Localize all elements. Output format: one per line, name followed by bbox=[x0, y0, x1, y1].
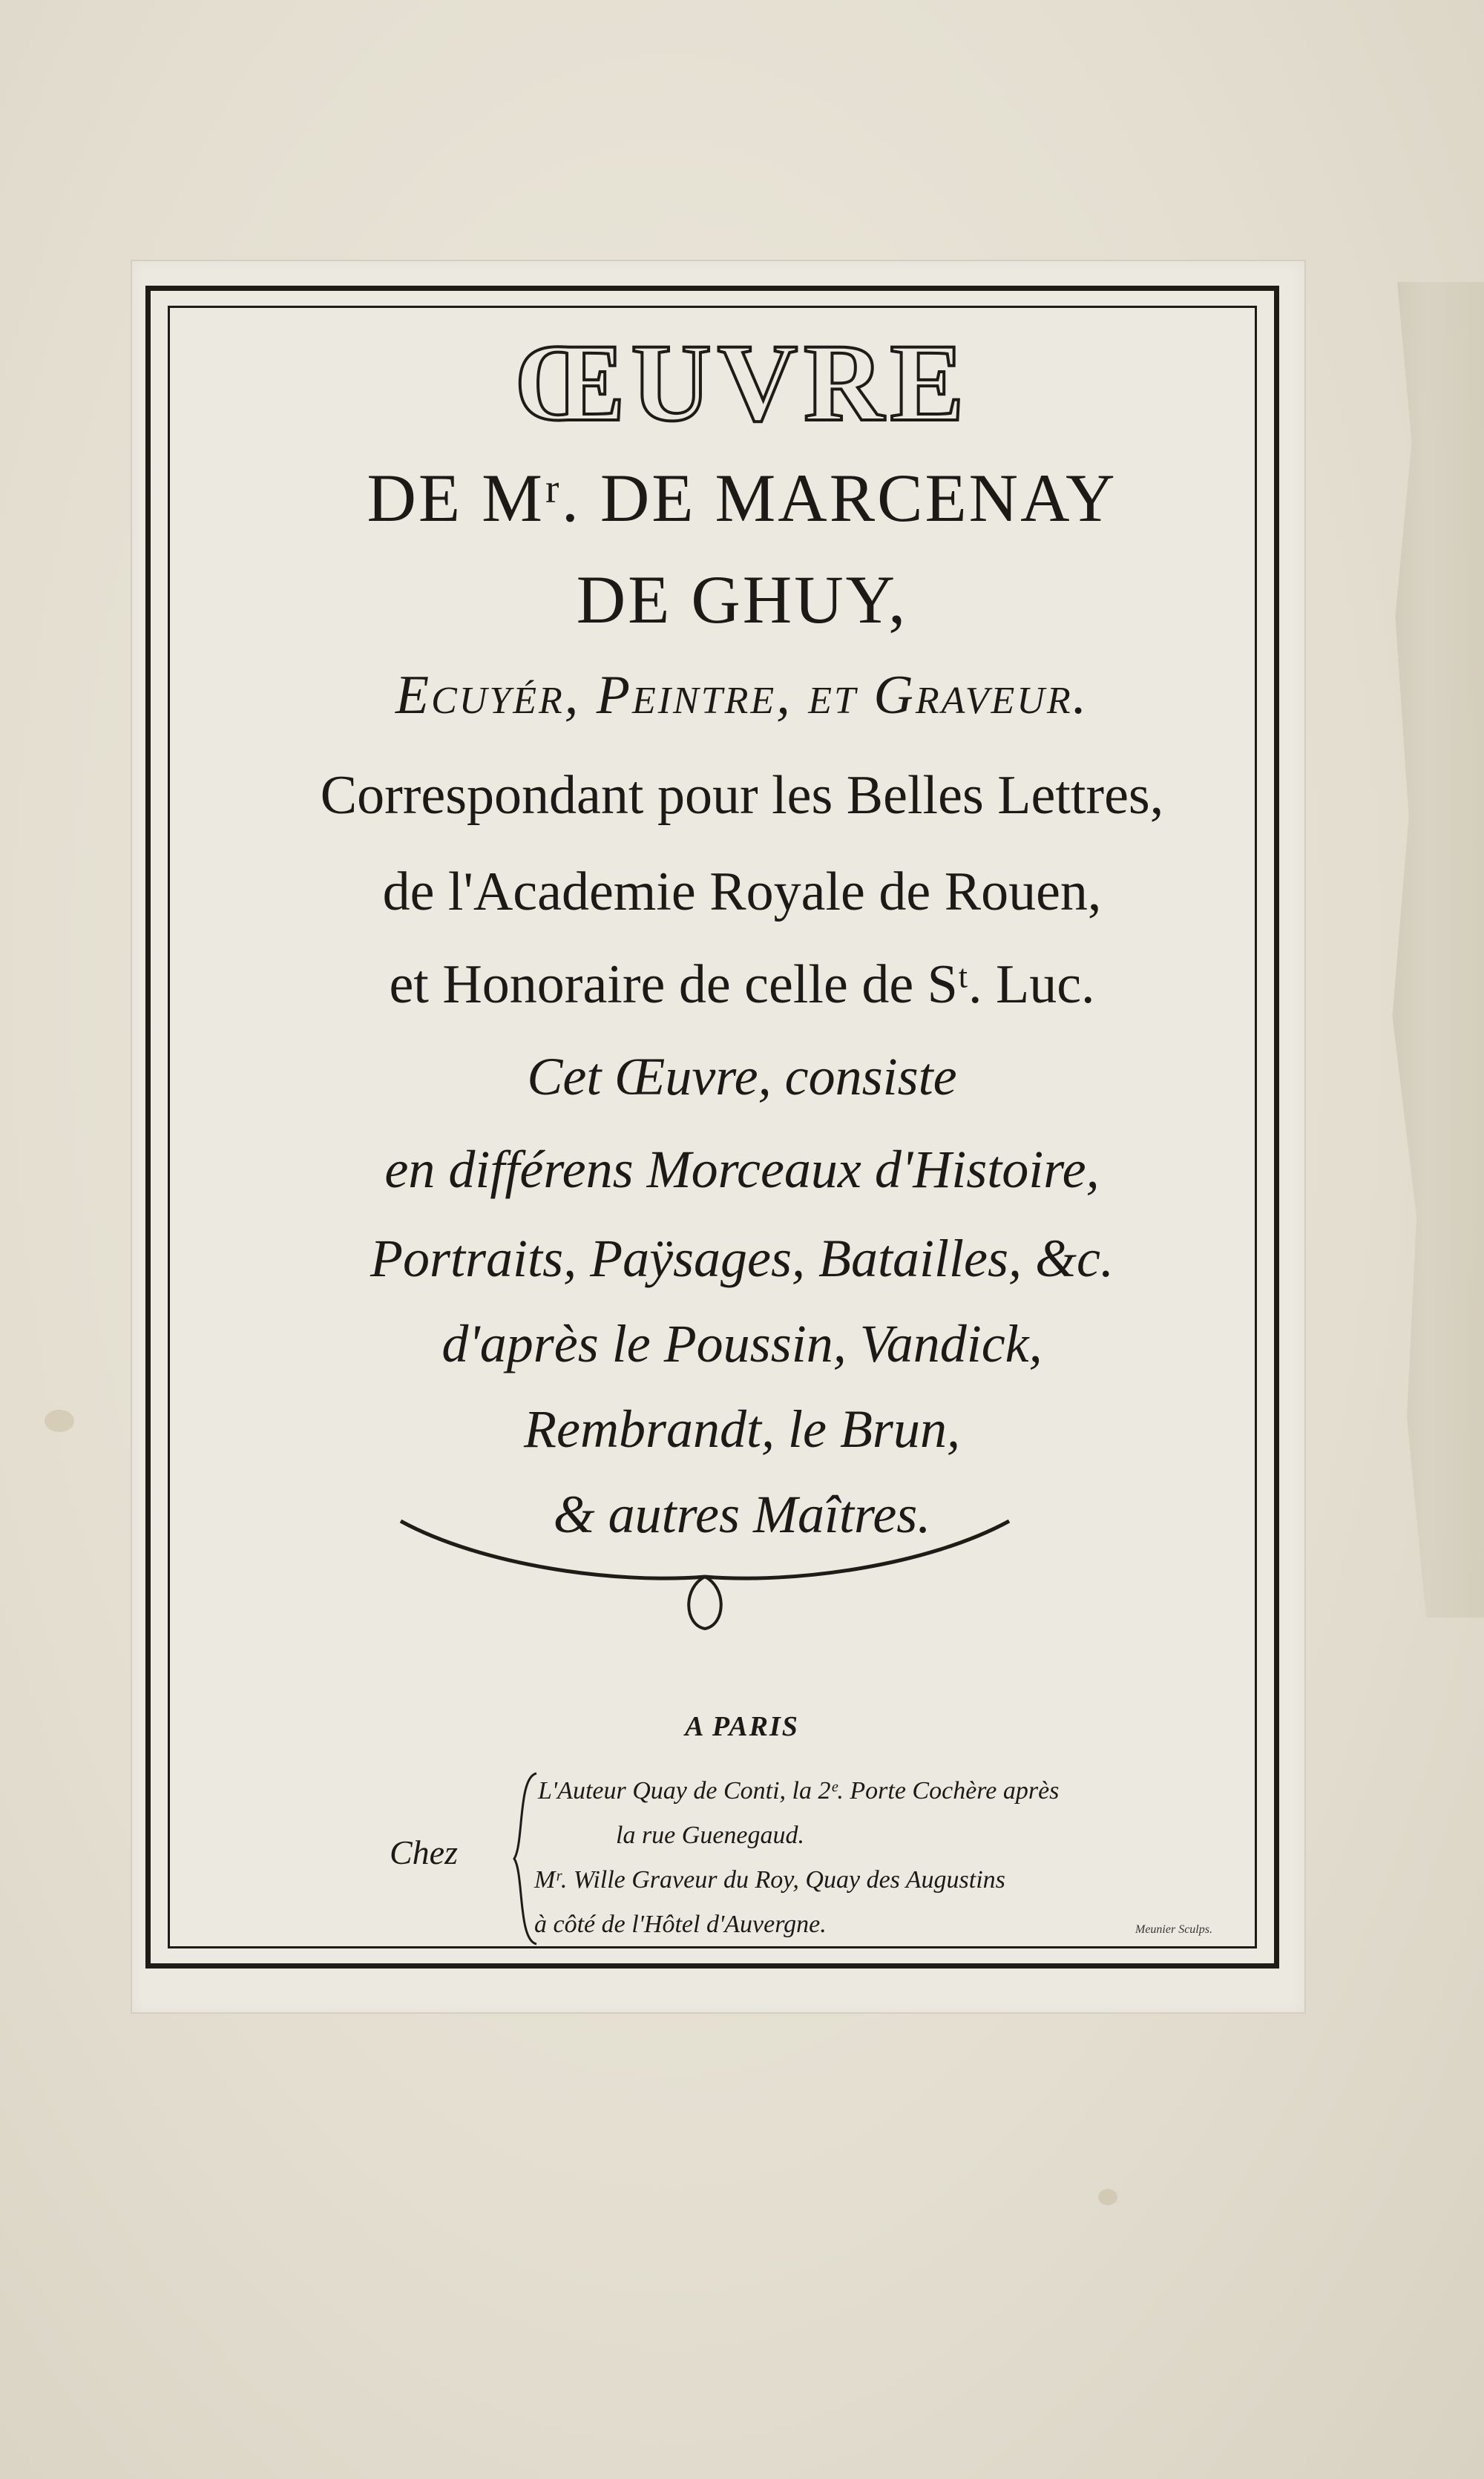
description-line: Cet Œuvre, consiste bbox=[527, 1047, 957, 1106]
inner-border bbox=[168, 306, 1257, 1948]
imprint-address-line: la rue Guenegaud. bbox=[616, 1822, 805, 1849]
affiliation-line: et Honoraire de celle de Sᵗ. Luc. bbox=[389, 954, 1095, 1015]
author-qualities: Ecuyér, Peintre, et Graveur. bbox=[395, 665, 1089, 726]
imprint-chez: Chez bbox=[390, 1833, 458, 1871]
imprint-address-line: Mʳ. Wille Graveur du Roy, Quay des Augustins bbox=[534, 1866, 1005, 1894]
engraver-signature: Meunier Sculps. bbox=[1135, 1923, 1212, 1936]
calligraphic-flourish bbox=[393, 1514, 1017, 1632]
imprint-address-line: L'Auteur Quay de Conti, la 2ᵉ. Porte Cochère après bbox=[538, 1777, 1060, 1805]
description-line: Rembrandt, le Brun, bbox=[524, 1399, 960, 1459]
imprint-place: A PARIS bbox=[685, 1711, 799, 1742]
author-line-2: DE GHUY, bbox=[576, 562, 908, 637]
author-line-1: DE Mʳ. DE MARCENAY bbox=[367, 460, 1117, 536]
foxing-stain bbox=[1098, 2189, 1117, 2205]
imprint-address-line: à côté de l'Hôtel d'Auvergne. bbox=[534, 1911, 827, 1938]
description-line: d'après le Poussin, Vandick, bbox=[441, 1314, 1043, 1373]
description-line: en différens Morceaux d'Histoire, bbox=[384, 1140, 1100, 1199]
description-line: & autres Maîtres. bbox=[553, 1485, 931, 1544]
affiliation-line: de l'Academie Royale de Rouen, bbox=[382, 861, 1102, 922]
affiliation-line: Correspondant pour les Belles Lettres, bbox=[320, 765, 1164, 826]
description-line: Portraits, Paÿsages, Batailles, &c. bbox=[370, 1229, 1114, 1288]
title: ŒUVRE bbox=[513, 321, 971, 444]
